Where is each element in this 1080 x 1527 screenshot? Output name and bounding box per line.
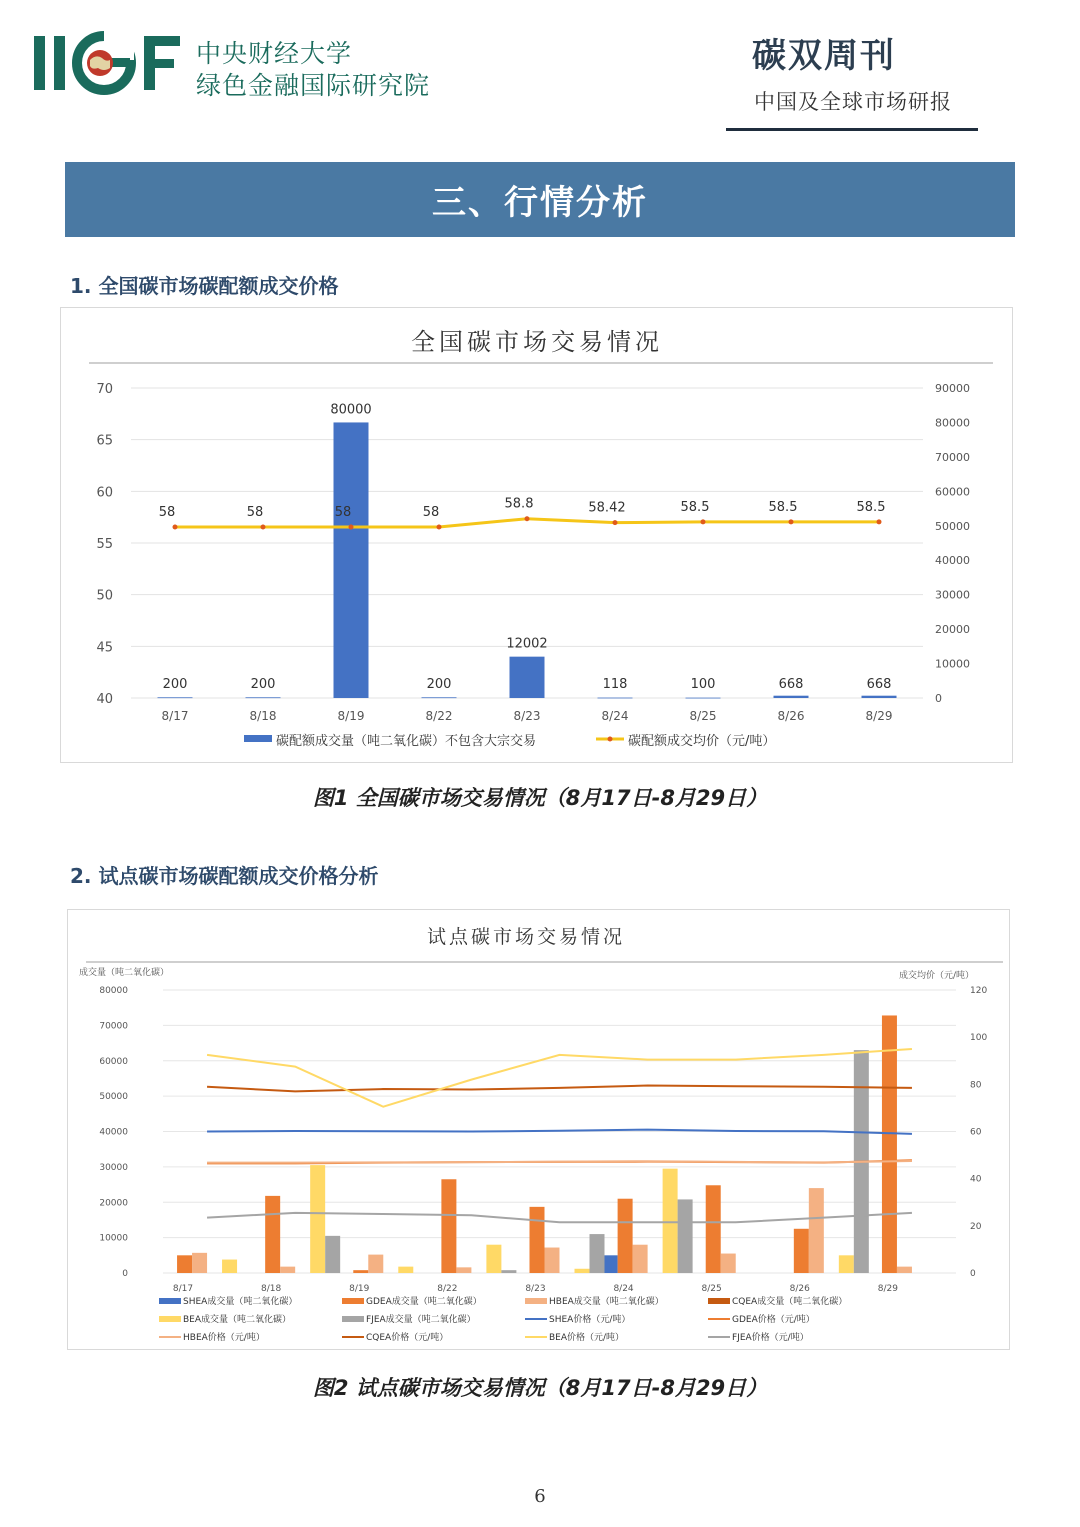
chart1-right-tick: 70000 bbox=[935, 450, 970, 464]
chart2-volume-bar bbox=[177, 1255, 192, 1273]
chart1-left-tick: 45 bbox=[96, 640, 113, 656]
figure2-caption: 图2 试点碳市场交易情况（8月17日-8月29日） bbox=[312, 1376, 768, 1400]
chart2-volume-bar bbox=[633, 1245, 648, 1273]
chart2-volume-bar bbox=[310, 1165, 325, 1273]
chart2-volume-bar bbox=[501, 1270, 516, 1273]
chart1-bar-label: 200 bbox=[250, 677, 276, 692]
chart1-x-tick: 8/17 bbox=[161, 709, 189, 723]
chart2-volume-bar bbox=[678, 1199, 693, 1273]
chart2-volume-bar bbox=[486, 1245, 501, 1273]
chart1-price-point bbox=[877, 519, 882, 524]
chart2-volume-bar bbox=[839, 1255, 854, 1273]
chart2-x-tick: 8/22 bbox=[437, 1284, 458, 1294]
chart2-legend-label: SHEA成交量（吨二氧化碳） bbox=[183, 1297, 298, 1307]
chart2-legend-bar-swatch bbox=[342, 1316, 364, 1322]
chart2-volume-bar bbox=[706, 1185, 721, 1273]
chart1-price-point bbox=[701, 519, 706, 524]
chart2-x-tick: 8/26 bbox=[789, 1284, 810, 1294]
chart1-right-tick: 50000 bbox=[935, 519, 970, 533]
chart2-volume-bar bbox=[265, 1196, 280, 1273]
chart1-bar-label: 668 bbox=[778, 677, 804, 692]
chart1-volume-bar bbox=[510, 657, 545, 698]
chart2-volume-bar bbox=[575, 1269, 590, 1273]
chart1-bar-label: 668 bbox=[866, 677, 892, 692]
chart1-price-point bbox=[173, 525, 178, 530]
chart2-legend-label: GDEA成交量（吨二氧化碳） bbox=[366, 1297, 482, 1307]
chart2-x-tick: 8/24 bbox=[613, 1284, 634, 1294]
chart2-x-tick: 8/17 bbox=[172, 1284, 194, 1294]
chart1-legend-bar-swatch bbox=[244, 735, 272, 742]
chart2-volume-bar bbox=[618, 1199, 633, 1273]
chart2-left-tick: 40000 bbox=[99, 1127, 128, 1138]
chart1-volume-bar bbox=[334, 422, 369, 698]
chart1-price-label: 58.42 bbox=[588, 500, 626, 516]
national-carbon-market-chart bbox=[60, 307, 1013, 763]
chart1-price-label: 58.5 bbox=[680, 499, 710, 515]
chart1-left-tick: 40 bbox=[96, 692, 113, 707]
chart2-x-tick: 8/23 bbox=[525, 1284, 546, 1294]
chart1-right-tick: 60000 bbox=[935, 485, 970, 499]
chart2-legend-label: SHEA价格（元/吨） bbox=[549, 1315, 631, 1325]
chart1-price-label: 58 bbox=[246, 505, 264, 520]
chart2-volume-bar bbox=[192, 1253, 207, 1273]
iigf-logo bbox=[32, 30, 182, 96]
chart2-volume-bar bbox=[530, 1207, 545, 1273]
chart1-volume-bar bbox=[686, 698, 721, 699]
chart2-left-tick: 20000 bbox=[99, 1198, 128, 1209]
chart2-svg bbox=[68, 910, 1009, 1349]
chart1-left-tick: 55 bbox=[96, 537, 113, 552]
chart1-right-tick: 30000 bbox=[935, 588, 970, 602]
chart1-bar-label: 200 bbox=[162, 677, 188, 692]
chart1-x-tick: 8/29 bbox=[865, 709, 893, 723]
chart1-price-point bbox=[613, 520, 618, 525]
chart1-bar-label: 80000 bbox=[330, 402, 372, 418]
chart1-volume-bar bbox=[246, 697, 281, 698]
chart2-legend-label: BEA价格（元/吨） bbox=[549, 1333, 625, 1343]
chart2-volume-bar bbox=[456, 1267, 471, 1273]
chart1-price-label: 58.5 bbox=[856, 499, 886, 515]
chart2-volume-bar bbox=[603, 1255, 618, 1273]
chart2-legend-label: CQEA成交量（吨二氧化碳） bbox=[732, 1297, 848, 1307]
chart2-left-tick: 70000 bbox=[99, 1021, 128, 1032]
chart2-right-tick: 60 bbox=[970, 1127, 982, 1138]
chart2-right-tick: 0 bbox=[970, 1269, 976, 1279]
chart2-left-axis-title: 成交量（吨二氧化碳） bbox=[79, 968, 170, 978]
pilot-carbon-market-chart bbox=[67, 909, 1010, 1350]
chart2-legend-bar-swatch bbox=[342, 1298, 364, 1304]
section2-heading: 2. 试点碳市场碳配额成交价格分析 bbox=[70, 864, 379, 888]
chart1-price-label: 58 bbox=[334, 505, 352, 520]
chart2-price-line bbox=[207, 1049, 912, 1107]
chart1-x-tick: 8/22 bbox=[425, 709, 453, 723]
chart1-price-label: 58.8 bbox=[504, 496, 534, 512]
chart2-legend-label: CQEA价格（元/吨） bbox=[366, 1333, 449, 1343]
chart2-left-tick: 30000 bbox=[99, 1162, 128, 1173]
chart2-legend-bar-swatch bbox=[525, 1298, 547, 1304]
chart2-volume-bar bbox=[441, 1179, 456, 1273]
chart1-volume-bar bbox=[158, 697, 193, 698]
section1-heading: 1. 全国碳市场碳配额成交价格 bbox=[70, 274, 339, 298]
chart1-x-tick: 8/24 bbox=[601, 709, 629, 723]
chart2-left-tick: 80000 bbox=[99, 986, 128, 996]
chart1-volume-bar bbox=[598, 698, 633, 699]
org-name-line1: 中央财经大学 bbox=[196, 39, 353, 68]
chart2-left-tick: 0 bbox=[122, 1269, 128, 1279]
chart1-bar-label: 200 bbox=[426, 677, 452, 692]
chart2-volume-bar bbox=[809, 1188, 824, 1273]
chart1-volume-bar bbox=[422, 697, 457, 698]
chart1-title: 全国碳市场交易情况 bbox=[411, 328, 663, 356]
chart2-left-tick: 10000 bbox=[99, 1233, 128, 1244]
page-number: 6 bbox=[534, 1486, 546, 1507]
chart1-right-tick: 20000 bbox=[935, 623, 970, 637]
chart1-bar-label: 100 bbox=[690, 677, 716, 692]
chart1-x-tick: 8/26 bbox=[777, 709, 805, 723]
chart2-volume-bar bbox=[222, 1260, 237, 1273]
chart1-legend-bar-label: 碳配额成交量（吨二氧化碳）不包含大宗交易 bbox=[276, 734, 537, 749]
section-banner bbox=[65, 162, 1015, 237]
chart2-left-tick: 50000 bbox=[99, 1092, 128, 1103]
chart2-legend-label: BEA成交量（吨二氧化碳） bbox=[183, 1315, 292, 1325]
chart2-price-line bbox=[207, 1161, 912, 1163]
figure1-caption: 图1 全国碳市场交易情况（8月17日-8月29日） bbox=[312, 786, 768, 810]
org-name-line2: 绿色金融国际研究院 bbox=[196, 71, 431, 100]
chart1-right-tick: 90000 bbox=[935, 382, 970, 395]
chart1-left-tick: 65 bbox=[96, 433, 113, 449]
chart2-legend-label: FJEA成交量（吨二氧化碳） bbox=[366, 1315, 476, 1325]
publication-title: 碳双周刊 bbox=[752, 36, 896, 76]
chart2-legend-label: GDEA价格（元/吨） bbox=[732, 1315, 815, 1325]
chart2-volume-bar bbox=[882, 1015, 897, 1273]
chart1-bar-label: 12002 bbox=[506, 636, 548, 652]
chart2-x-tick: 8/25 bbox=[701, 1284, 722, 1294]
chart1-bar-label: 118 bbox=[602, 677, 628, 692]
chart1-volume-bar bbox=[862, 696, 897, 698]
chart1-x-tick: 8/18 bbox=[249, 709, 277, 723]
chart1-price-label: 58.5 bbox=[768, 499, 798, 515]
chart1-legend-line-marker bbox=[608, 737, 613, 742]
chart1-x-tick: 8/25 bbox=[689, 709, 717, 723]
chart2-x-tick: 8/19 bbox=[349, 1284, 370, 1294]
chart1-svg bbox=[61, 308, 1012, 762]
chart1-price-label: 58 bbox=[422, 505, 440, 520]
chart2-price-line bbox=[207, 1086, 912, 1092]
chart2-volume-bar bbox=[545, 1248, 560, 1273]
chart1-right-tick: 0 bbox=[935, 692, 942, 705]
chart2-volume-bar bbox=[280, 1267, 295, 1273]
chart2-volume-bar bbox=[368, 1255, 383, 1273]
chart2-x-tick: 8/18 bbox=[261, 1284, 282, 1294]
chart2-right-axis-title: 成交均价（元/吨） bbox=[899, 971, 975, 981]
chart2-x-tick: 8/29 bbox=[877, 1284, 898, 1294]
chart2-volume-bar bbox=[663, 1169, 678, 1273]
chart2-volume-bar bbox=[398, 1267, 413, 1273]
chart1-left-tick: 60 bbox=[96, 485, 113, 501]
section-banner-title: 三、行情分析 bbox=[432, 183, 648, 223]
chart2-volume-bar bbox=[794, 1229, 809, 1273]
chart1-volume-bar bbox=[774, 696, 809, 698]
chart2-volume-bar bbox=[325, 1236, 340, 1273]
chart2-legend-bar-swatch bbox=[159, 1316, 181, 1322]
chart1-price-point bbox=[525, 516, 530, 521]
chart1-right-tick: 40000 bbox=[935, 554, 970, 568]
chart2-price-line bbox=[207, 1130, 912, 1134]
chart1-right-tick: 10000 bbox=[935, 657, 970, 671]
chart2-legend-label: HBEA价格（元/吨） bbox=[183, 1333, 265, 1343]
chart1-left-tick: 70 bbox=[96, 382, 113, 397]
chart2-title: 试点碳市场交易情况 bbox=[426, 926, 626, 948]
chart2-right-tick: 120 bbox=[970, 986, 988, 996]
chart1-price-point bbox=[349, 525, 354, 530]
chart2-right-tick: 40 bbox=[970, 1174, 982, 1185]
chart2-legend-bar-swatch bbox=[159, 1298, 181, 1304]
chart2-right-tick: 20 bbox=[970, 1221, 982, 1232]
publication-subtitle: 中国及全球市场研报 bbox=[754, 90, 952, 114]
chart2-volume-bar bbox=[897, 1267, 912, 1273]
chart2-legend-bar-swatch bbox=[708, 1298, 730, 1304]
chart1-price-point bbox=[261, 525, 266, 530]
chart1-x-tick: 8/19 bbox=[337, 709, 365, 723]
chart2-legend-label: FJEA价格（元/吨） bbox=[732, 1333, 809, 1343]
chart2-volume-bar bbox=[721, 1254, 736, 1273]
chart1-right-tick: 80000 bbox=[935, 416, 970, 430]
chart2-left-tick: 60000 bbox=[99, 1056, 128, 1067]
chart1-left-tick: 50 bbox=[96, 588, 113, 604]
chart2-legend-label: HBEA成交量（吨二氧化碳） bbox=[549, 1297, 664, 1307]
chart2-volume-bar bbox=[590, 1234, 605, 1273]
header-rule bbox=[726, 128, 978, 131]
chart1-x-tick: 8/23 bbox=[513, 709, 541, 723]
chart2-right-tick: 80 bbox=[970, 1080, 982, 1091]
chart2-volume-bar bbox=[353, 1270, 368, 1273]
chart1-price-point bbox=[437, 525, 442, 530]
chart1-price-label: 58 bbox=[158, 505, 176, 520]
chart1-legend-line-label: 碳配额成交均价（元/吨） bbox=[628, 734, 776, 749]
chart1-price-point bbox=[789, 519, 794, 524]
chart2-right-tick: 100 bbox=[970, 1033, 988, 1044]
